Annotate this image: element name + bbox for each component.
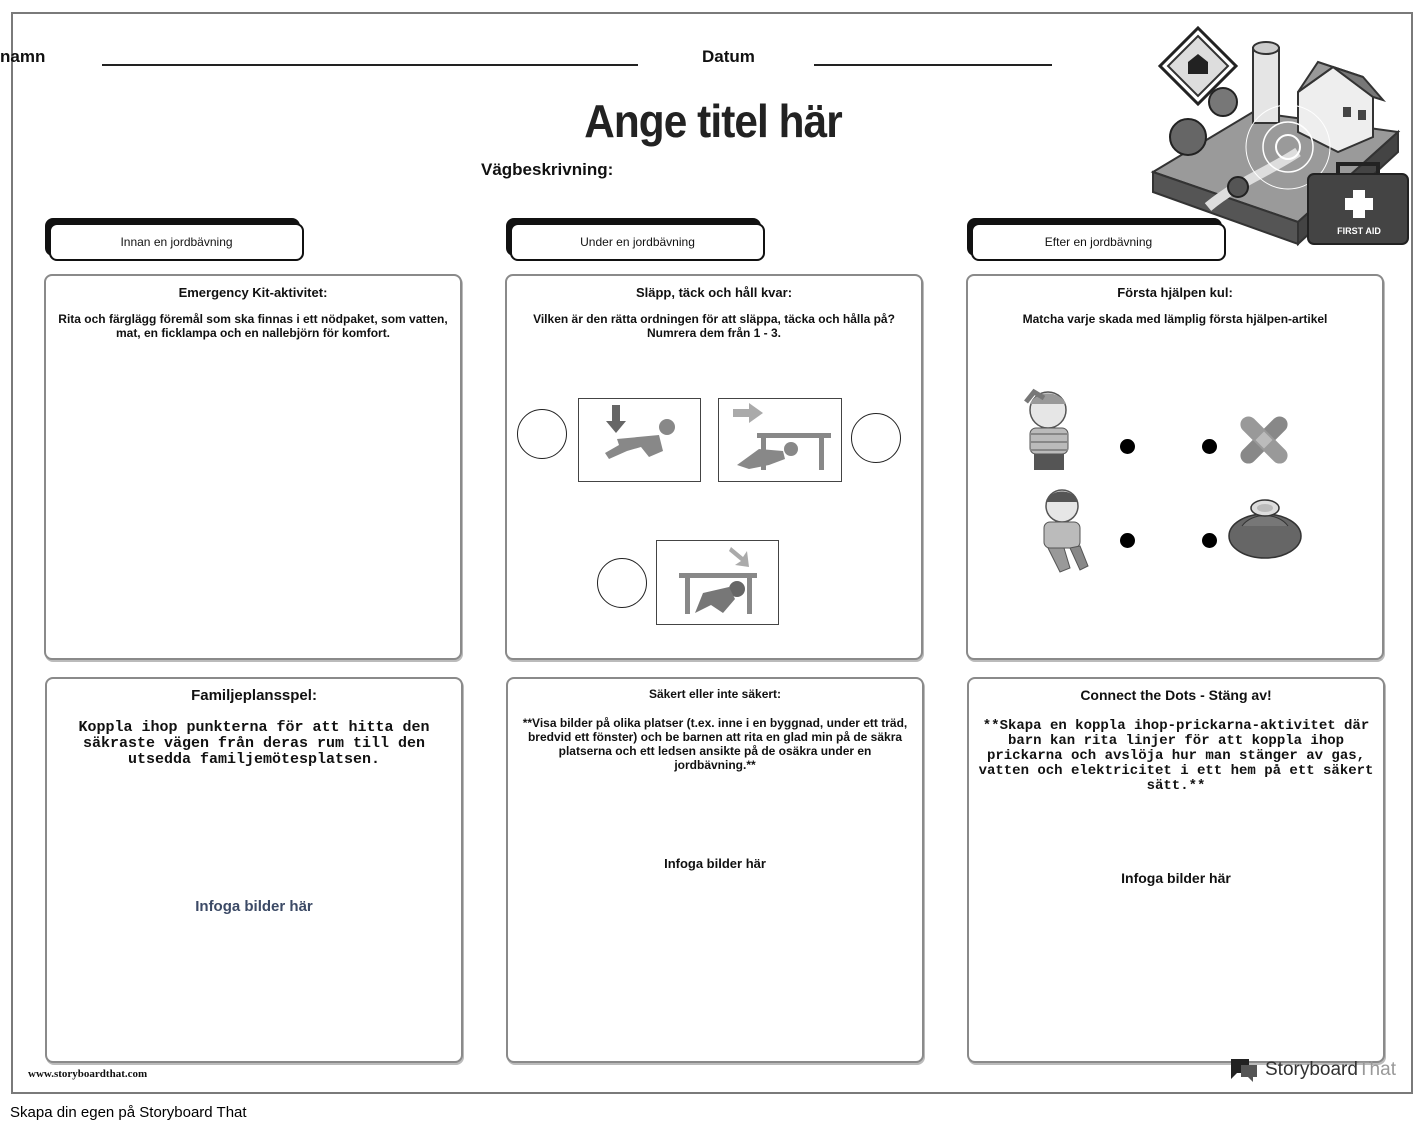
match-dot[interactable] — [1120, 439, 1135, 454]
tab-before-label: Innan en jordbävning — [49, 223, 304, 261]
drop-icon — [579, 399, 699, 480]
hold-image — [656, 540, 779, 625]
tab-during-label: Under en jordbävning — [510, 223, 765, 261]
child-headache-icon — [1018, 384, 1082, 472]
cover-icon — [719, 399, 840, 480]
create-your-own-link[interactable]: Skapa din egen på Storyboard That — [10, 1104, 247, 1121]
number-circle[interactable] — [517, 409, 567, 459]
tab-before[interactable] — [45, 218, 304, 262]
name-line[interactable] — [102, 64, 638, 66]
tab-after-label: Efter en jordbävning — [971, 223, 1226, 261]
name-label: namn — [0, 47, 46, 66]
brand-light: That — [1357, 1059, 1396, 1080]
number-circle[interactable] — [597, 558, 647, 608]
date-label: Datum — [702, 47, 755, 66]
panel-title: Familjeplansspel: — [191, 687, 317, 704]
date-line[interactable] — [814, 64, 1052, 66]
panel-title: Släpp, täck och håll kvar: — [635, 285, 793, 300]
brand-main: Storyboard — [1265, 1059, 1358, 1080]
bandage-icon — [1234, 410, 1294, 470]
match-dot[interactable] — [1202, 439, 1217, 454]
first-aid-kit-icon — [1308, 164, 1408, 244]
insert-image-placeholder[interactable]: Infoga bilder här — [195, 898, 313, 915]
speech-bubble-icon — [1229, 1057, 1259, 1083]
panel-drop-cover-hold[interactable] — [505, 274, 923, 660]
panel-title: Säkert eller inte säkert: — [648, 687, 782, 701]
hold-icon — [657, 541, 777, 623]
panel-title: Connect the Dots - Stäng av! — [1080, 687, 1272, 703]
insert-image-placeholder[interactable]: Infoga bilder här — [1121, 870, 1231, 886]
drop-image — [578, 398, 701, 482]
panel-emergency-kit[interactable] — [44, 274, 462, 660]
panel-connect-the-dots[interactable] — [967, 677, 1385, 1063]
directions-label: Vägbeskrivning: — [481, 160, 614, 179]
storyboardthat-logo[interactable] — [1229, 1057, 1396, 1083]
match-dot[interactable] — [1120, 533, 1135, 548]
tab-during[interactable] — [506, 218, 765, 262]
panel-title: Emergency Kit-aktivitet: — [178, 285, 328, 300]
panel-family-plan[interactable] — [45, 677, 463, 1063]
panel-instructions: Rita och färglägg föremål som ska finnas i ett nödpaket, som vatten, mat, en ficklampa och en nallebjörn för komfort. — [58, 312, 448, 340]
match-dot[interactable] — [1202, 533, 1217, 548]
number-circle[interactable] — [851, 413, 901, 463]
panel-instructions: **Skapa en koppla ihop-prickarna-aktivitet där barn kan rita linjer för att koppla ihop prickarna och avslöja hur man stänger av gas, vatten och elektricitet i ett hem på ett säkert sätt.** — [978, 718, 1374, 794]
page-title[interactable]: Ange titel här — [584, 95, 842, 147]
panel-instructions: Koppla ihop punkterna för att hitta den säkraste vägen från deras rum till den utsedda familjemötesplatsen. — [78, 719, 430, 768]
tab-after[interactable] — [967, 218, 1226, 262]
panel-instructions: **Visa bilder på olika platser (t.ex. inne i en byggnad, under ett träd, bredvid ett fönster) och be barnen att rita en glad min på de säkra platserna och ett ledsen ansikte på de osäkra under en jordbävning.** — [522, 716, 908, 772]
svg-text:FIRST AID: FIRST AID — [1337, 226, 1381, 236]
child-hurt-knee-icon — [1030, 484, 1094, 576]
earthquake-house-icon — [1148, 22, 1413, 250]
panel-title: Första hjälpen kul: — [1117, 285, 1233, 300]
panel-instructions: Matcha varje skada med lämplig första hjälpen-artikel — [1022, 312, 1328, 326]
ice-pack-icon — [1226, 496, 1304, 558]
panel-safe-not-safe[interactable] — [506, 677, 924, 1063]
panel-first-aid[interactable] — [966, 274, 1384, 660]
worksheet — [0, 12, 1413, 1094]
insert-image-placeholder[interactable]: Infoga bilder här — [664, 856, 766, 871]
footer-url[interactable]: www.storyboardthat.com — [28, 1068, 148, 1080]
panel-instructions: Vilken är den rätta ordningen för att släppa, täcka och hålla på? Numrera dem från 1 - 3. — [533, 312, 895, 340]
cover-image — [718, 398, 842, 482]
